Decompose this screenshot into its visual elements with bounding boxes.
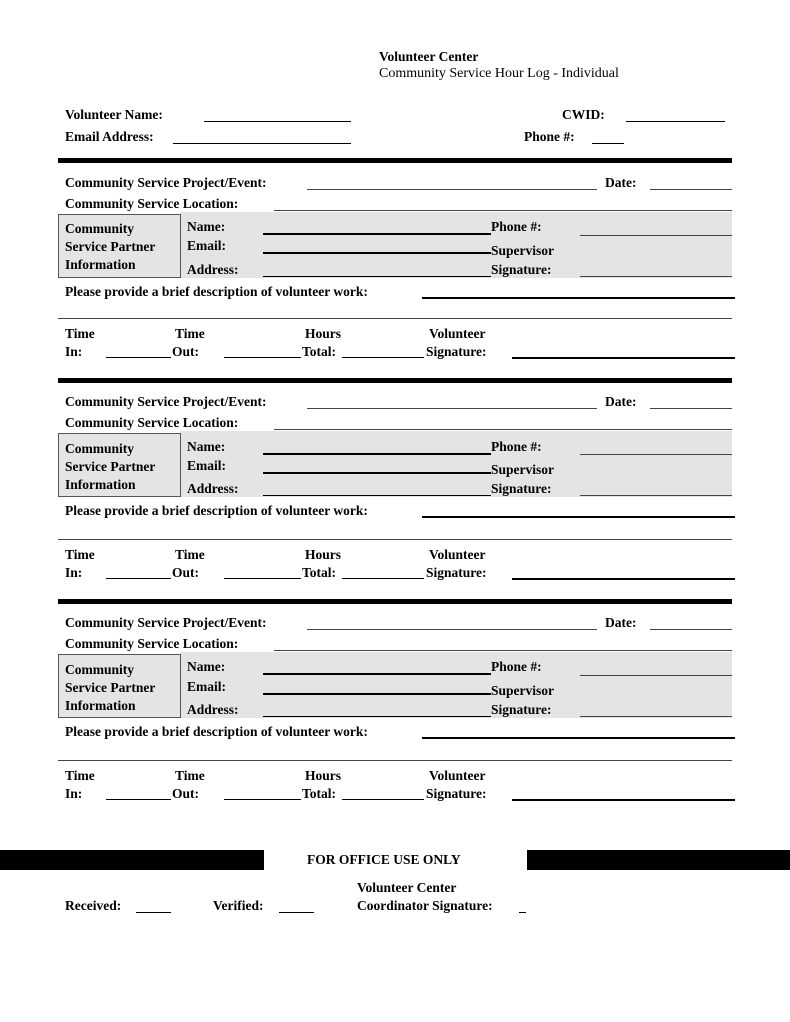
description-label: Please provide a brief description of volunteer work:: [65, 724, 368, 739]
time-in-label: In:: [65, 344, 83, 359]
time-in-field[interactable]: [106, 357, 171, 358]
date-label: Date:: [605, 394, 637, 409]
description-field-line2[interactable]: [58, 539, 732, 540]
project-label: Community Service Project/Event:: [65, 394, 267, 409]
hours-total-label: Total:: [302, 786, 337, 801]
partner-email-field[interactable]: [263, 472, 491, 474]
office-use-title: FOR OFFICE USE ONLY: [307, 852, 461, 867]
partner-heading-line3: Information: [65, 257, 136, 272]
volunteer-signature-label-top: Volunteer: [429, 768, 486, 783]
project-label: Community Service Project/Event:: [65, 615, 267, 630]
hours-total-field[interactable]: [342, 799, 424, 800]
time-in-label: In:: [65, 786, 83, 801]
verified-field[interactable]: [279, 912, 314, 913]
partner-heading-line1: Community: [65, 441, 135, 456]
volunteer-signature-label: Signature:: [426, 786, 487, 801]
coordinator-signature-field[interactable]: [519, 912, 526, 913]
time-out-label-top: Time: [175, 547, 205, 562]
partner-phone-label: Phone #:: [491, 439, 542, 454]
partner-name-field[interactable]: [263, 453, 491, 455]
description-field-line2[interactable]: [58, 318, 732, 319]
description-field-line2[interactable]: [58, 760, 732, 761]
partner-info-panel: [180, 212, 732, 278]
time-out-field[interactable]: [224, 578, 301, 579]
project-field[interactable]: [307, 408, 597, 409]
office-banner-left: [0, 850, 264, 870]
hours-label-top: Hours: [305, 547, 342, 562]
volunteer-signature-field[interactable]: [512, 357, 735, 359]
section-divider: [58, 378, 732, 383]
time-out-label: Out:: [172, 786, 199, 801]
time-out-label: Out:: [172, 565, 199, 580]
date-field[interactable]: [650, 189, 732, 190]
project-field[interactable]: [307, 189, 597, 190]
partner-phone-label: Phone #:: [491, 659, 542, 674]
phone-label: Phone #:: [524, 129, 575, 144]
received-field[interactable]: [136, 912, 171, 913]
time-in-field[interactable]: [106, 578, 171, 579]
partner-address-field[interactable]: [263, 276, 491, 277]
description-field-line1[interactable]: [422, 516, 735, 518]
time-out-field[interactable]: [224, 799, 301, 800]
partner-info-panel: [180, 652, 732, 718]
partner-heading-line3: Information: [65, 477, 136, 492]
supervisor-label: Supervisor: [491, 683, 555, 698]
volunteer-signature-label-top: Volunteer: [429, 326, 486, 341]
partner-heading-line2: Service Partner: [65, 680, 156, 695]
project-label: Community Service Project/Event:: [65, 175, 267, 190]
service-entry-1: [0, 158, 790, 378]
supervisor-signature-label: Signature:: [491, 702, 552, 717]
hours-total-label: Total:: [302, 565, 337, 580]
supervisor-signature-field[interactable]: [580, 276, 732, 277]
supervisor-signature-field[interactable]: [580, 495, 732, 496]
date-label: Date:: [605, 175, 637, 190]
partner-name-label: Name:: [187, 439, 226, 454]
supervisor-signature-field[interactable]: [580, 716, 732, 717]
volunteer-name-label: Volunteer Name:: [65, 107, 163, 122]
partner-phone-field[interactable]: [580, 675, 732, 676]
partner-email-label: Email:: [187, 679, 226, 694]
service-entry-3: [0, 599, 790, 819]
time-out-label-top: Time: [175, 326, 205, 341]
supervisor-signature-label: Signature:: [491, 481, 552, 496]
partner-heading-line2: Service Partner: [65, 239, 156, 254]
service-entry-2: [0, 378, 790, 598]
hours-total-field[interactable]: [342, 578, 424, 579]
partner-heading-line2: Service Partner: [65, 459, 156, 474]
description-label: Please provide a brief description of volunteer work:: [65, 284, 368, 299]
description-field-line1[interactable]: [422, 297, 735, 299]
cwid-label: CWID:: [562, 107, 605, 122]
description-label: Please provide a brief description of volunteer work:: [65, 503, 368, 518]
coordinator-label-line1: Volunteer Center: [357, 880, 457, 895]
hours-label-top: Hours: [305, 768, 342, 783]
section-divider: [58, 158, 732, 163]
description-field-line1[interactable]: [422, 737, 735, 739]
partner-name-field[interactable]: [263, 233, 491, 235]
time-out-label-top: Time: [175, 768, 205, 783]
project-field[interactable]: [307, 629, 597, 630]
office-banner-right: [527, 850, 790, 870]
partner-phone-field[interactable]: [580, 235, 732, 236]
date-field[interactable]: [650, 408, 732, 409]
location-label: Community Service Location:: [65, 636, 239, 651]
partner-phone-field[interactable]: [580, 454, 732, 455]
partner-address-field[interactable]: [263, 716, 491, 717]
volunteer-signature-label: Signature:: [426, 344, 487, 359]
location-field[interactable]: [274, 429, 732, 430]
volunteer-signature-label: Signature:: [426, 565, 487, 580]
location-label: Community Service Location:: [65, 415, 239, 430]
time-in-label-top: Time: [65, 768, 95, 783]
supervisor-label: Supervisor: [491, 462, 555, 477]
partner-address-label: Address:: [187, 262, 239, 277]
partner-address-label: Address:: [187, 702, 239, 717]
volunteer-name-field[interactable]: [204, 121, 351, 122]
date-field[interactable]: [650, 629, 732, 630]
partner-heading-line3: Information: [65, 698, 136, 713]
email-address-field[interactable]: [173, 143, 351, 144]
partner-email-label: Email:: [187, 458, 226, 473]
email-address-label: Email Address:: [65, 129, 154, 144]
partner-heading-line1: Community: [65, 662, 135, 677]
partner-name-field[interactable]: [263, 673, 491, 675]
section-divider: [58, 599, 732, 604]
location-field[interactable]: [274, 210, 732, 211]
org-title: Volunteer Center: [379, 49, 479, 64]
location-label: Community Service Location:: [65, 196, 239, 211]
form-subtitle: Community Service Hour Log - Individual: [379, 66, 619, 81]
partner-email-field[interactable]: [263, 693, 491, 695]
partner-email-label: Email:: [187, 238, 226, 253]
coordinator-signature-label: Coordinator Signature:: [357, 898, 493, 913]
partner-name-label: Name:: [187, 219, 226, 234]
time-in-label-top: Time: [65, 547, 95, 562]
time-in-field[interactable]: [106, 799, 171, 800]
hours-label-top: Hours: [305, 326, 342, 341]
partner-address-field[interactable]: [263, 495, 491, 496]
volunteer-signature-field[interactable]: [512, 799, 735, 801]
location-field[interactable]: [274, 650, 732, 651]
time-out-field[interactable]: [224, 357, 301, 358]
volunteer-signature-label-top: Volunteer: [429, 547, 486, 562]
time-in-label-top: Time: [65, 326, 95, 341]
partner-info-panel: [180, 431, 732, 497]
partner-email-field[interactable]: [263, 252, 491, 254]
time-in-label: In:: [65, 565, 83, 580]
partner-heading-line1: Community: [65, 221, 135, 236]
hours-total-label: Total:: [302, 344, 337, 359]
volunteer-signature-field[interactable]: [512, 578, 735, 580]
date-label: Date:: [605, 615, 637, 630]
partner-phone-label: Phone #:: [491, 219, 542, 234]
partner-name-label: Name:: [187, 659, 226, 674]
supervisor-label: Supervisor: [491, 243, 555, 258]
received-label: Received:: [65, 898, 122, 913]
time-out-label: Out:: [172, 344, 199, 359]
hours-total-field[interactable]: [342, 357, 424, 358]
phone-field[interactable]: [592, 143, 624, 144]
verified-label: Verified:: [213, 898, 264, 913]
supervisor-signature-label: Signature:: [491, 262, 552, 277]
cwid-field[interactable]: [626, 121, 725, 122]
partner-address-label: Address:: [187, 481, 239, 496]
